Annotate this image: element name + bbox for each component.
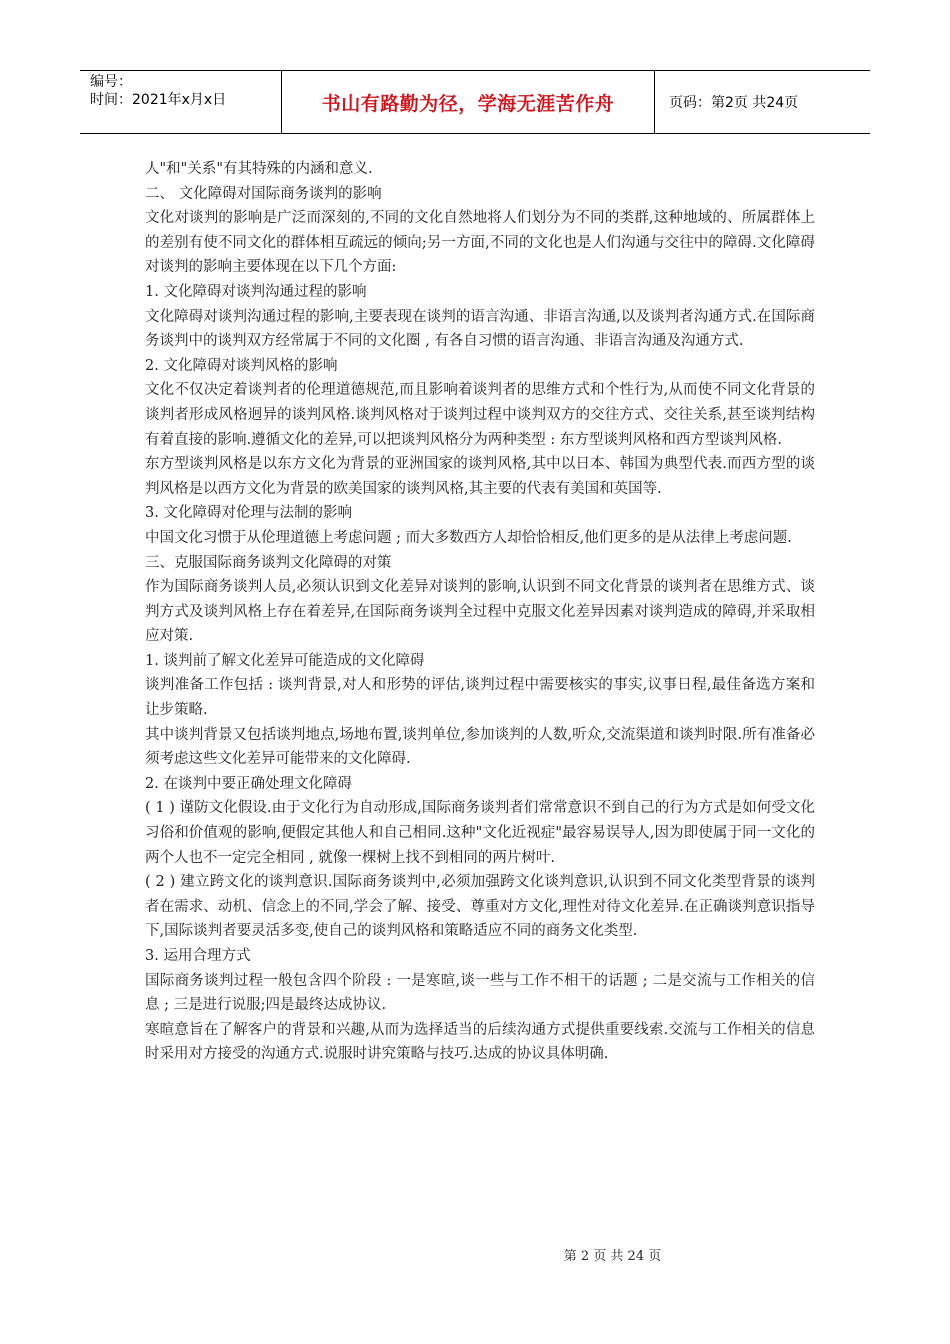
header-motto: 书山有路勤为径，学海无涯苦作舟 [282,71,655,133]
paragraph: 文化不仅决定着谈判者的伦理道德规范,而且影响着谈判者的思维方式和个性行为,从而使不同文化背景的谈判者形成风格迥异的谈判风格.谈判风格对于谈判过程中谈判双方的交往方式、交往关系,甚至谈判结构有着直接的影响.遵循文化的差异,可以把谈判风格分为两种类型 : 东方型谈判风格和西方型谈判风格. [145,382,815,448]
paragraph: ( 2 ) 建立跨文化的谈判意识.国际商务谈判中,必须加强跨文化谈判意识,认识到不同文化类型背景的谈判者在需求、动机、信念上的不同,学会了解、接受、尊重对方文化,理性对待文化差异.在正确谈判意识指导下,国际谈判者要灵活多变,使自己的谈判风格和策略适应不同的商务文化类型. [145,874,815,940]
paragraph: 文化障碍对谈判沟通过程的影响,主要表现在谈判的语言沟通、非语言沟通,以及谈判者沟通方式.在国际商务谈判中的谈判双方经常属于不同的文化圈 , 有各自习惯的语言沟通、非语言沟通及沟通方式. [145,308,815,350]
subsection-heading: 2. 在谈判中要正确处理文化障碍 [145,775,352,792]
paragraph: 文化对谈判的影响是广泛而深刻的,不同的文化自然地将人们划分为不同的类群,这种地域的、所属群体上的差别有使不同文化的群体相互疏远的倾向;另一方面,不同的文化也是人们沟通与交往中的障碍.文化障碍对谈判的影响主要体现在以下几个方面: [145,210,815,276]
subsection-heading: 1. 谈判前了解文化差异可能造成的文化障碍 [145,652,425,669]
paragraph: 作为国际商务谈判人员,必须认识到文化差异对谈判的影响,认识到不同文化背景的谈判者在思维方式、谈判方式及谈判风格上存在着差异,在国际商务谈判全过程中克服文化差异因素对谈判造成的障碍,并采取相应对策. [145,579,815,645]
subsection-heading: 1. 文化障碍对谈判沟通过程的影响 [145,283,367,300]
document-body [145,157,815,1067]
paragraph: 中国文化习惯于从伦理道德上考虑问题 ; 而大多数西方人却恰恰相反,他们更多的是从法律上考虑问题. [145,529,792,546]
doc-number-label: 编号： [90,74,132,90]
paragraph: 东方型谈判风格是以东方文化为背景的亚洲国家的谈判风格,其中以日本、韩国为典型代表.而西方型的谈判风格是以西方文化为背景的欧美国家的谈判风格,其主要的代表有美国和英国等. [145,456,815,497]
header-page-info: 页码：第2页 共24页 [669,95,799,111]
paragraph: 其中谈判背景又包括谈判地点,场地布置,谈判单位,参加谈判的人数,听众,交流渠道和谈判时限.所有准备必须考虑这些文化差异可能带来的文化障碍. [145,726,815,768]
paragraph: 人"和"关系"有其特殊的内涵和意义. [145,161,373,177]
paragraph: 寒暄意旨在了解客户的背景和兴趣,从而为选择适当的后续沟通方式提供重要线索.交流与工作相关的信息时采用对方接受的沟通方式.说服时讲究策略与技巧.达成的协议具体明确. [145,1021,815,1063]
page-footer: 第 2 页 共 24 页 [563,1249,662,1264]
paragraph: ( 1 ) 谨防文化假设.由于文化行为自动形成,国际商务谈判者们常常意识不到自己的行为方式是如何受文化习俗和价值观的影响,便假定其他人和自己相同.这种"文化近视症"最容易误导人,因为即使属于同一文化的两个人也不一定完全相同 , 就像一棵树上找不到相同的两片树叶. [145,800,815,866]
page-header [80,70,870,134]
section-heading: 二、 文化障碍对国际商务谈判的影响 [145,185,382,202]
paragraph: 谈判准备工作包括 : 谈判背景,对人和形势的评估,谈判过程中需要核实的事实,议事日程,最佳备选方案和让步策略. [145,677,815,719]
subsection-heading: 2. 文化障碍对谈判风格的影响 [145,357,338,374]
section-heading: 三、克服国际商务谈判文化障碍的对策 [145,554,392,571]
subsection-heading: 3. 运用合理方式 [145,948,251,964]
paragraph: 国际商务谈判过程一般包含四个阶段 : 一是寒暄,谈一些与工作不相干的话题 ; 二是交流与工作相关的信息 ; 三是进行说服;四是最终达成协议. [145,972,815,1014]
doc-date: 时间：2021年x月x日 [90,92,227,108]
header-meta [80,71,282,133]
subsection-heading: 3. 文化障碍对伦理与法制的影响 [145,505,352,522]
